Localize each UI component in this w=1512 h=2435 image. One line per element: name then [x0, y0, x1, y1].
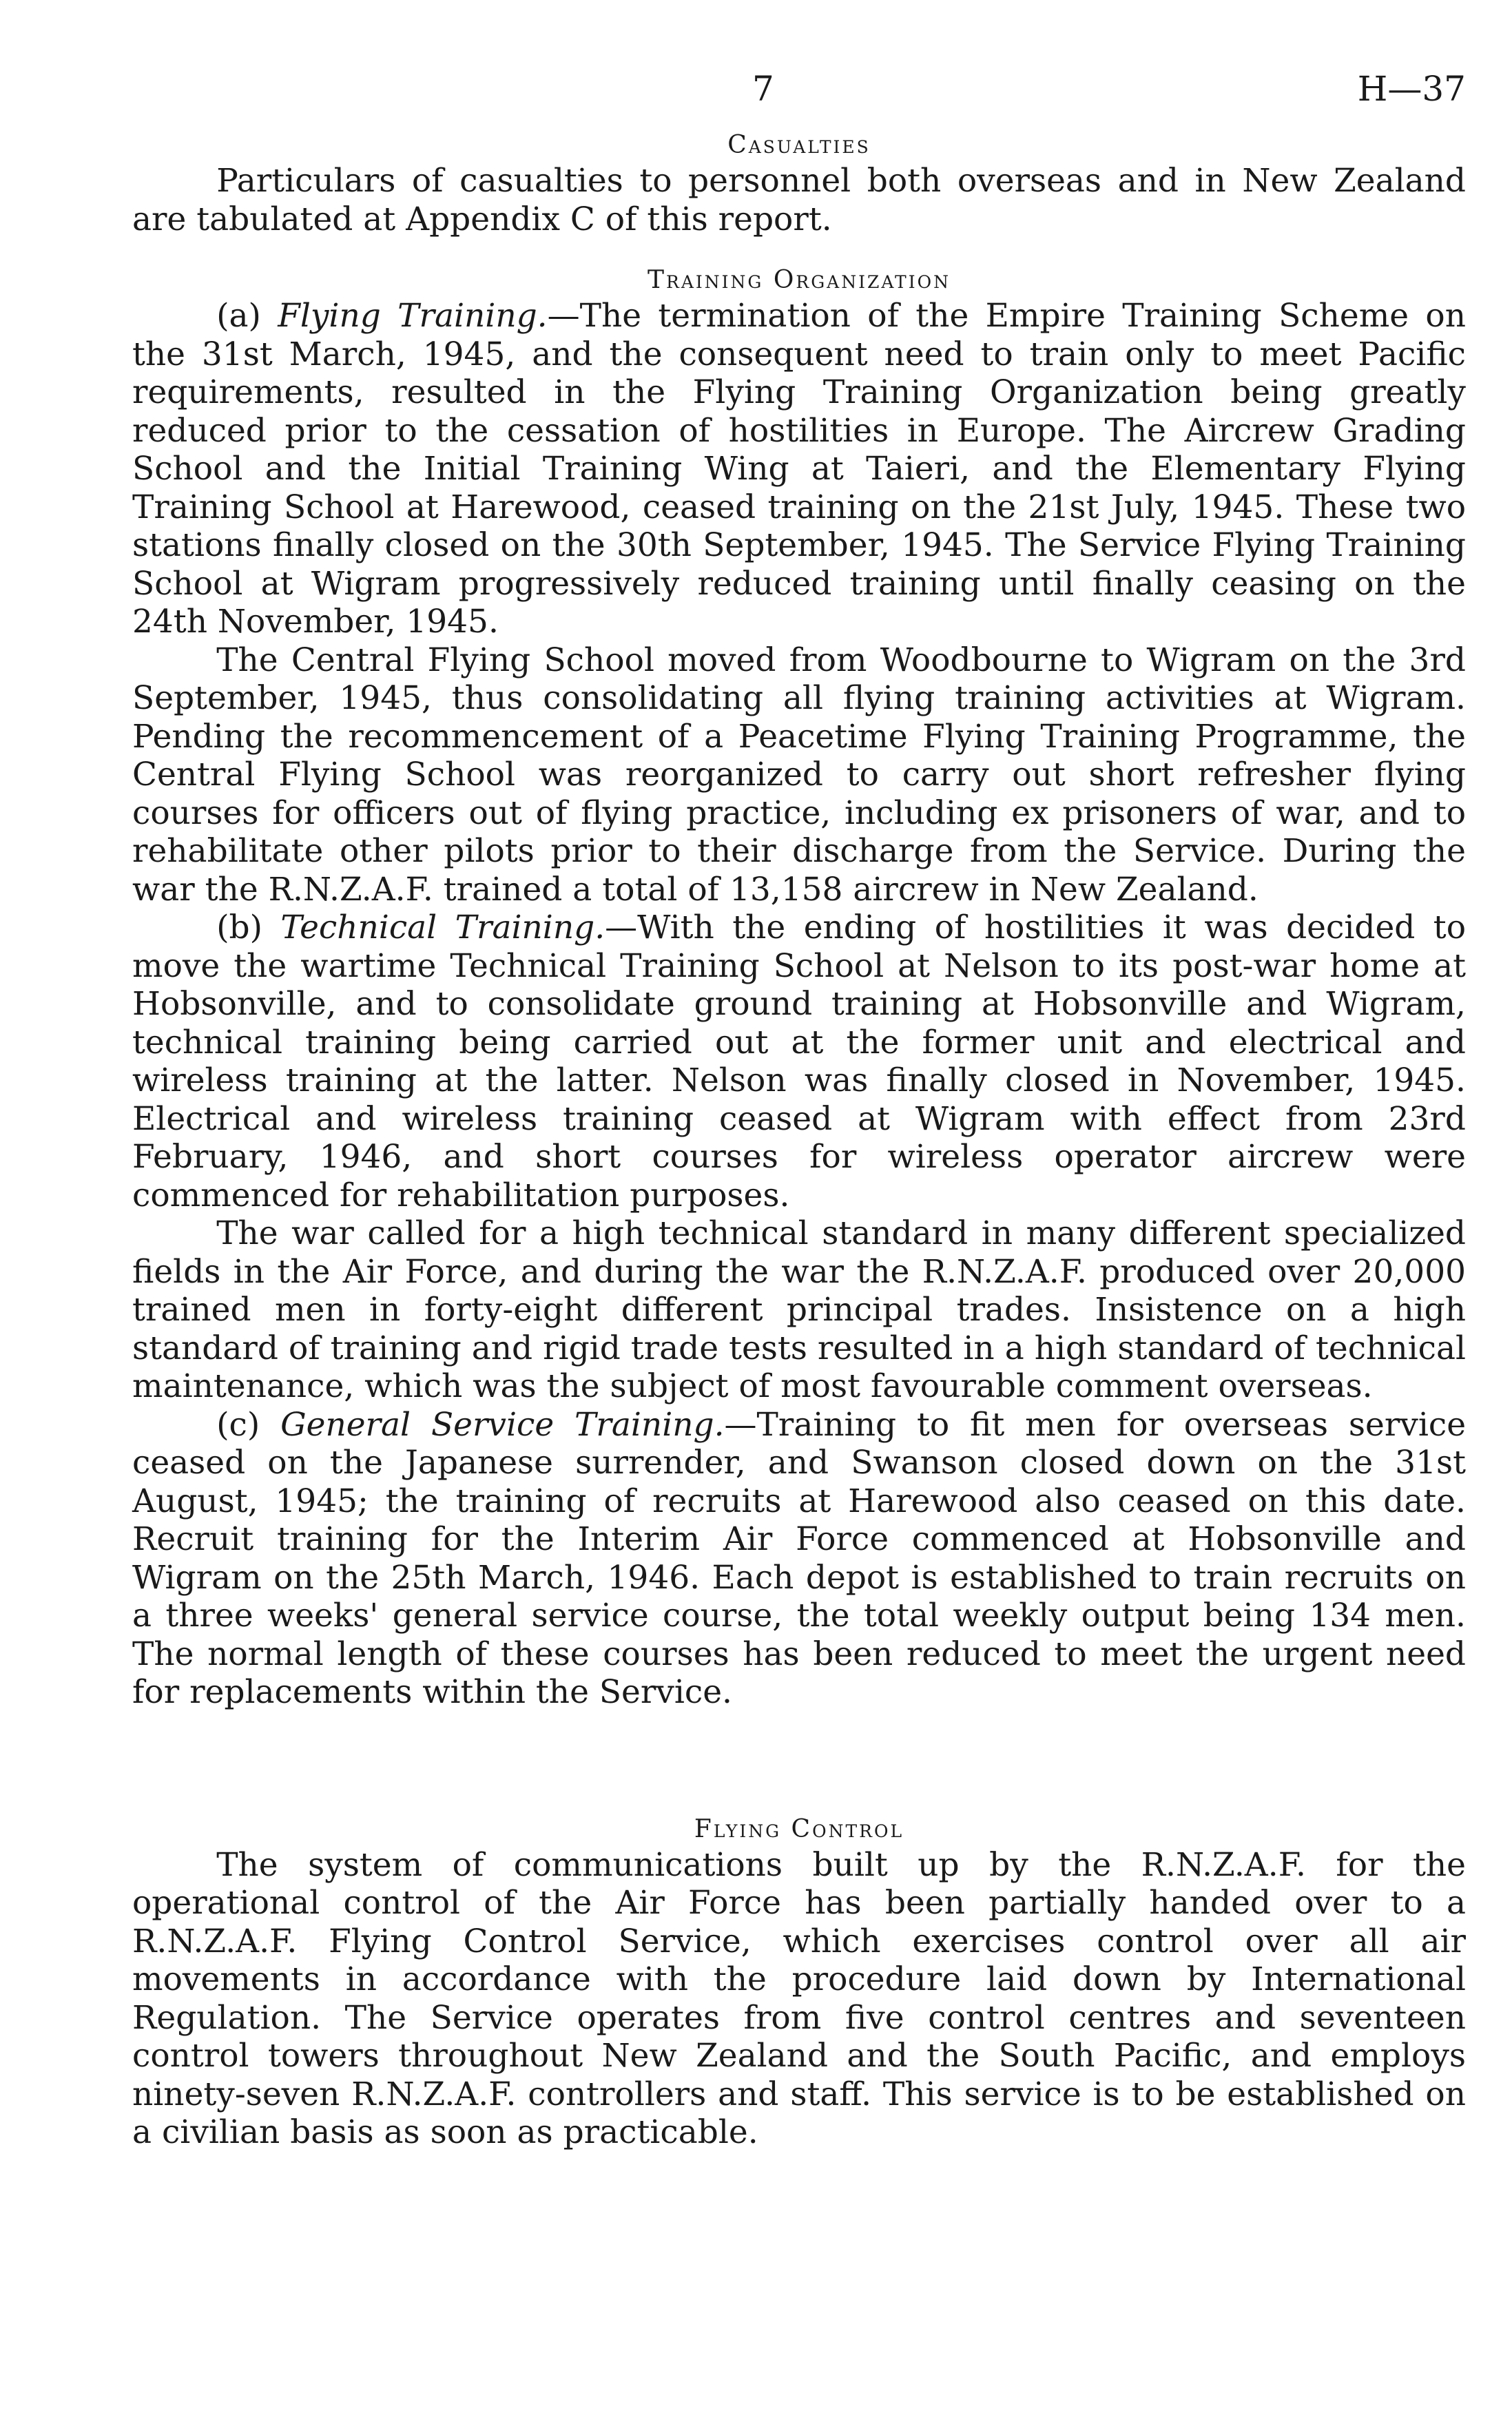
- casualties-paragraph: Particulars of casualties to personnel both overseas and in New Zealand are tabulated at Appendix C of this report.: [132, 162, 1466, 238]
- page-number: 7: [752, 69, 774, 109]
- flying-control-heading: Flying Control: [694, 1814, 904, 1843]
- flying-training-paragraph: [132, 297, 1466, 641]
- document-page: [132, 69, 1466, 2152]
- technical-training-paragraph: [132, 909, 1466, 1214]
- document-code: H—37: [1357, 69, 1466, 109]
- page-header: [132, 69, 1466, 117]
- technical-training-prefix: (b): [216, 909, 281, 946]
- general-service-training-text: —Training to fit men for overseas service ceased on the Japanese surrender, and Swanson closed down on the 31st August, 1945; the training of recruits at Harewood also ceased on this date. Recruit training for the Interim Air Force commenced at Hobsonville and Wigram on the 25th March, 1946. Each depot is established to train recruits on a three weeks' general service course, the total weekly output being 134 men. The normal length of these courses has been reduced to meet the urgent need for replacements within the Service.: [132, 1405, 1467, 1711]
- flying-control-section: [132, 1815, 1466, 2152]
- casualties-heading: Casualties: [727, 131, 871, 159]
- flying-control-paragraph: The system of communications built up by the R.N.Z.A.F. for the operational control of the Air Force has been partially handed over to a R.N.Z.A.F. Flying Control Service, which exercises control over all air movements in accordance with the procedure laid down by International Regulation. The Service operates from five control centres and seventeen control towers throughout New Zealand and the South Pacific, and employs ninety-seven R.N.Z.A.F. controllers and staff. This service is to be established on a civilian basis as soon as practicable.: [132, 1845, 1466, 2151]
- flying-training-label: Flying Training.: [278, 297, 548, 335]
- central-flying-school-paragraph: The Central Flying School moved from Woodbourne to Wigram on the 3rd September, 1945, thus consolidating all flying training activities at Wigram. Pending the recommencement of a Peacetime Flying Training Programme, the Central Flying School was reorganized to carry out short refresher flying courses for officers out of flying practice, including ex prisoners of war, and to rehabilitate other pilots prior to their discharge from the Service. During the war the R.N.Z.A.F. trained a total of 13,158 aircrew in New Zealand.: [132, 641, 1466, 909]
- technical-training-text: —With the ending of hostilities it was decided to move the wartime Technical Training School at Nelson to its post-war home at Hobsonville, and to consolidate ground training at Hobsonville and Wigram, technical training being carried out at the former unit and electrical and wireless training at the latter. Nelson was finally closed in November, 1945. Electrical and wireless training ceased at Wigram with effect from 23rd February, 1946, and short courses for wireless operator aircrew were commenced for rehabilitation purposes.: [132, 909, 1466, 1214]
- flying-training-text: —The termination of the Empire Training Scheme on the 31st March, 1945, and the consequent need to train only to meet Pacific requirements, resulted in the Flying Training Organization being greatly reduced prior to the cessation of hostilities in Europe. The Aircrew Grading School and the Initial Training Wing at Taieri, and the Elementary Flying Training School at Harewood, ceased training on the 21st July, 1945. These two stations finally closed on the 30th September, 1945. The Service Flying Training School at Wigram progressively reduced training until finally ceasing on the 24th November, 1945.: [132, 297, 1466, 641]
- general-service-training-label: General Service Training.: [280, 1405, 725, 1444]
- general-service-training-prefix: (c): [216, 1405, 281, 1444]
- general-service-training-paragraph: [132, 1406, 1466, 1712]
- flying-training-prefix: (a): [216, 297, 278, 335]
- training-organization-heading: Training Organization: [648, 266, 951, 294]
- technical-training-label: Technical Training.: [280, 909, 605, 946]
- technical-standard-paragraph: The war called for a high technical standard in many different specialized fields in the Air Force, and during the war the R.N.Z.A.F. produced over 20,000 trained men in forty-eight different principal trades. Insistence on a high standard of training and rigid trade tests resulted in a high standard of technical maintenance, which was the subject of most favourable comment overseas.: [132, 1214, 1466, 1405]
- training-organization-section: [132, 266, 1466, 1712]
- casualties-section: [132, 131, 1466, 238]
